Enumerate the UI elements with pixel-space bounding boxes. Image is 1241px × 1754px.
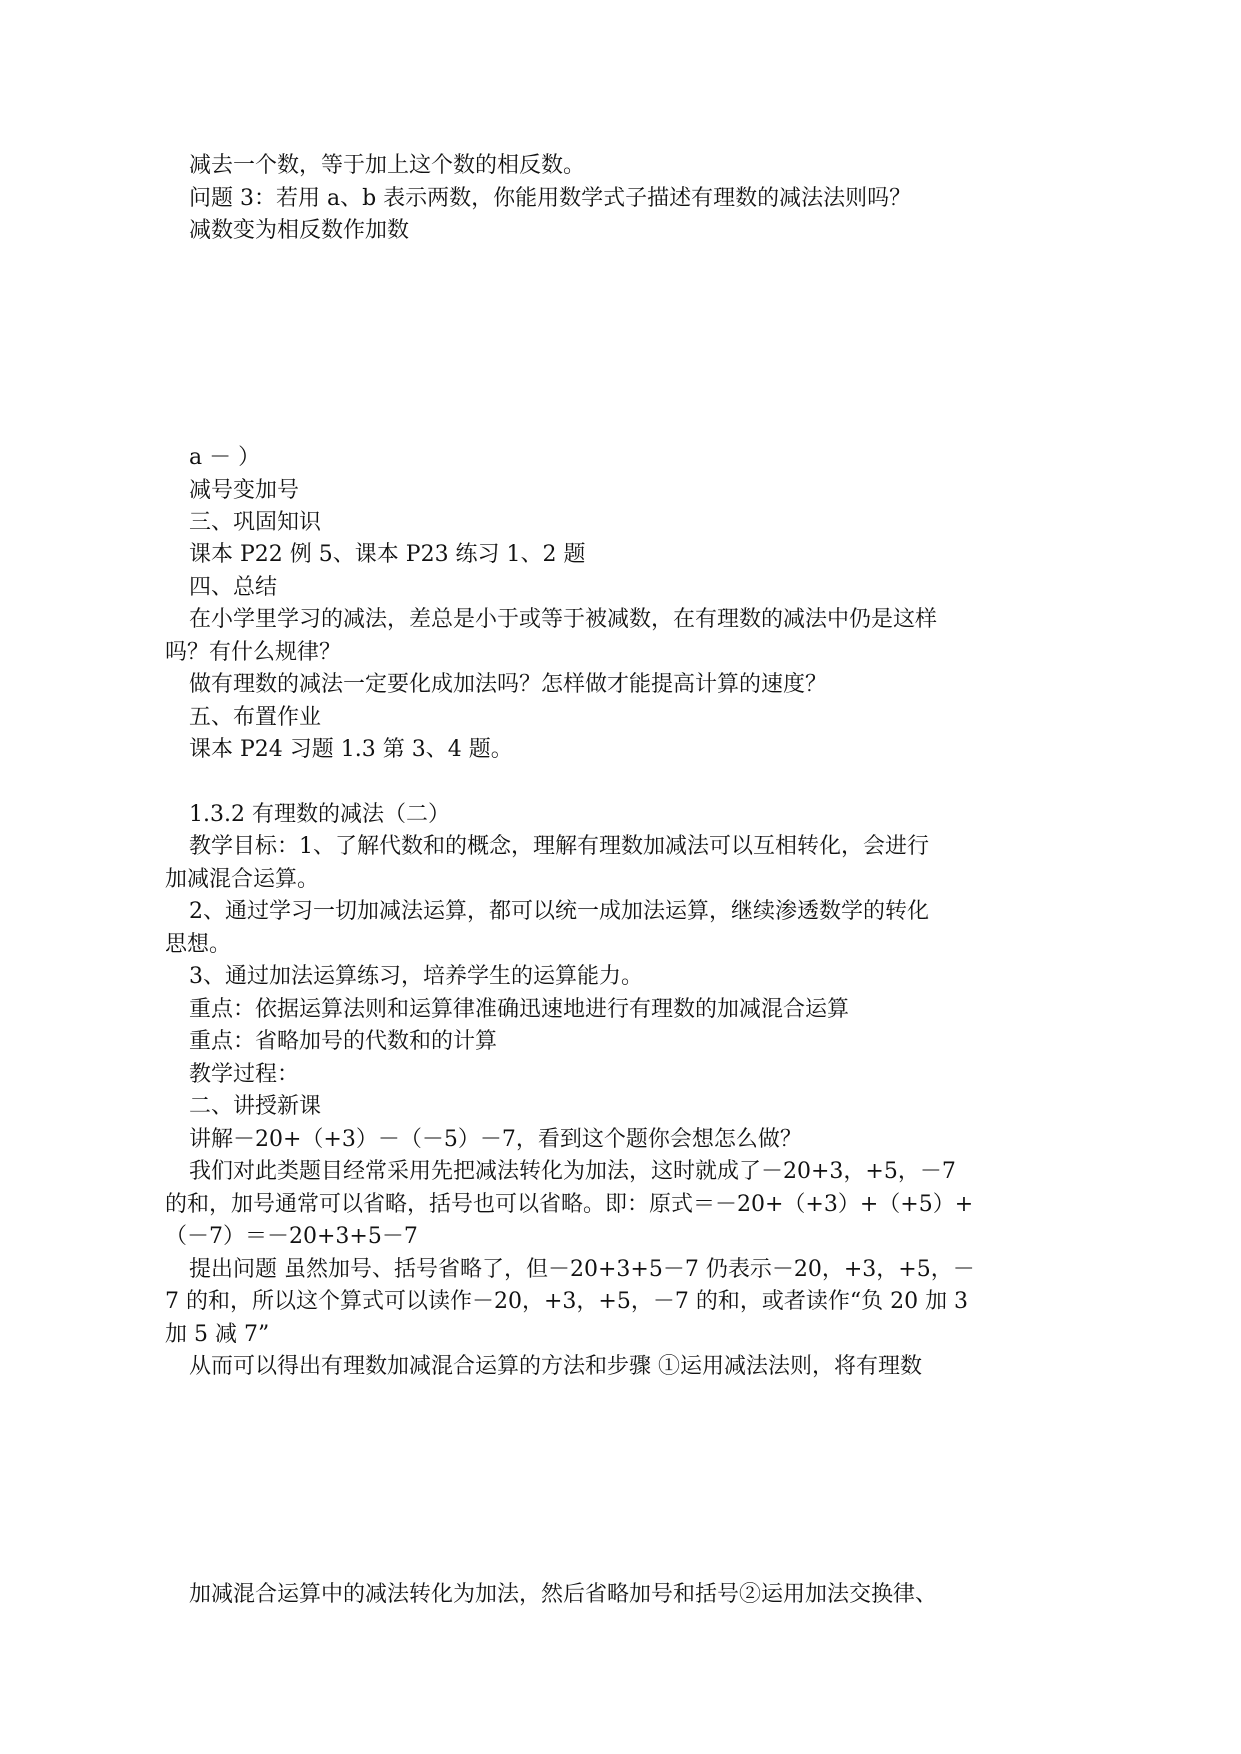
text-line: 减去一个数，等于加上这个数的相反数。	[189, 153, 586, 178]
text-line: 吗？有什么规律？	[165, 640, 342, 665]
text-line: 加减混合运算。	[165, 867, 320, 892]
text-line: 加减混合运算中的减法转化为加法，然后省略加号和括号②运用加法交换律、	[189, 1582, 938, 1607]
text-line: 3、通过加法运算练习，培养学生的运算能力。	[189, 964, 643, 989]
text-line: 讲解－20+（+3）－（－5）－7，看到这个题你会想怎么做？	[189, 1127, 802, 1152]
text-line: 减数变为相反数作加数	[189, 218, 410, 243]
text-line: （－7）＝－20+3+5－7	[165, 1224, 418, 1249]
text-line: 加 5 减 7”	[165, 1322, 270, 1347]
text-line: 问题 3：若用 a、b 表示两数，你能用数学式子描述有理数的减法法则吗？	[189, 186, 912, 211]
text-line: 做有理数的减法一定要化成加法吗？怎样做才能提高计算的速度？	[189, 672, 828, 697]
text-line: 课本 P22 例 5、课本 P23 练习 1、2 题	[189, 542, 586, 567]
section-heading: 二、讲授新课	[189, 1094, 322, 1119]
formula-fragment: a － ）	[189, 445, 261, 470]
text-line: 教学过程：	[189, 1062, 300, 1087]
text-line: 在小学里学习的减法，差总是小于或等于被减数，在有理数的减法中仍是这样	[189, 607, 938, 632]
section-heading: 四、总结	[189, 575, 278, 600]
text-line: 提出问题 虽然加号、括号省略了，但－20+3+5－7 仍表示－20，+3，+5，－	[189, 1257, 975, 1282]
text-line: 我们对此类题目经常采用先把减法转化为加法，这时就成了－20+3，+5，－7	[189, 1159, 956, 1184]
text-line: 的和，加号通常可以省略，括号也可以省略。即：原式＝－20+（+3）+（+5）+	[165, 1192, 974, 1217]
text-line: 2、通过学习一切加减法运算，都可以统一成加法运算，继续渗透数学的转化	[189, 899, 929, 924]
section-heading: 三、巩固知识	[189, 510, 322, 535]
text-line: 减号变加号	[189, 478, 300, 503]
text-line: 思想。	[165, 932, 232, 957]
lesson-title: 1.3.2 有理数的减法（二）	[189, 802, 450, 827]
text-line: 7 的和，所以这个算式可以读作－20，+3，+5，－7 的和，或者读作“负 20 加 3	[165, 1289, 969, 1314]
text-line: 教学目标：1、了解代数和的概念，理解有理数加减法可以互相转化，会进行	[189, 834, 929, 859]
text-line: 重点：省略加号的代数和的计算	[189, 1029, 498, 1054]
text-line: 重点：依据运算法则和运算律准确迅速地进行有理数的加减混合运算	[189, 997, 850, 1022]
section-heading: 五、布置作业	[189, 705, 322, 730]
text-line: 从而可以得出有理数加减混合运算的方法和步骤 ①运用减法法则，将有理数	[189, 1354, 922, 1379]
text-line: 课本 P24 习题 1.3 第 3、4 题。	[189, 737, 513, 762]
